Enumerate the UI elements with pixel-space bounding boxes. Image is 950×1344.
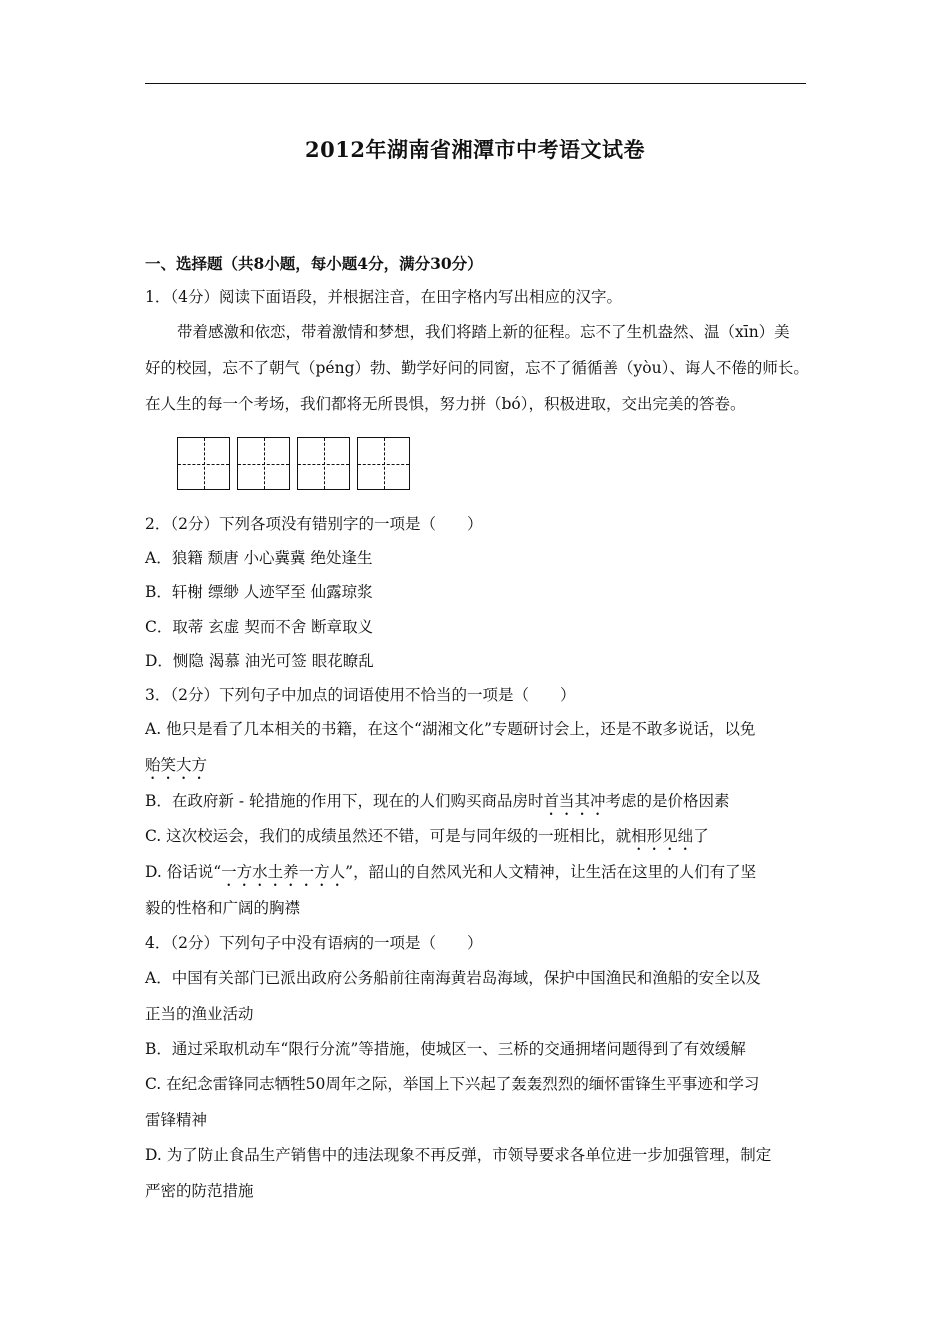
- q3-stem: 3．（2分）下列句子中加点的词语使用不恰当的一项是（ ）: [145, 686, 576, 704]
- q1-passage-line-3: 在人生的每一个考场，我们都将无所畏惧，努力拼（bó），积极进取，交出完美的答卷。: [145, 395, 746, 413]
- q4-option-a-cont: 正当的渔业活动: [145, 1005, 254, 1023]
- q4-option-c-cont: 雷锋精神: [145, 1111, 208, 1129]
- q1-passage-line-2: 好的校园，忘不了朝气（péng）勃、勤学好问的同窗，忘不了循循善（yòu）、诲人不倦的师长。: [145, 359, 809, 377]
- page-title: 2012年湖南省湘潭市中考语文试卷: [305, 137, 645, 162]
- q4-stem: 4．（2分）下列句子中没有语病的一项是（ ）: [145, 934, 483, 952]
- section-heading: 一、选择题（共8小题，每小题4分，满分30分）: [145, 254, 483, 273]
- q4-option-d: D. 为了防止食品生产销售中的违法现象不再反弹，市领导要求各单位进一步加强管理，制定: [145, 1146, 772, 1164]
- q1-stem: 1．（4分）阅读下面语段，并根据注音，在田字格内写出相应的汉字。: [145, 288, 622, 306]
- tianzige-cell[interactable]: [297, 437, 350, 490]
- dotted-term: 首当其冲: [543, 792, 606, 810]
- q4-option-a: A．中国有关部门已派出政府公务船前往南海黄岩岛海域，保护中国渔民和渔船的安全以及: [145, 969, 761, 987]
- q3-option-b: B．在政府新 - 轮措施的作用下，现在的人们购买商品房时首当其冲考虑的是价格因素: [145, 792, 730, 810]
- q4-option-d-cont: 严密的防范措施: [145, 1182, 254, 1200]
- tianzige-cell[interactable]: [237, 437, 290, 490]
- q1-passage-line-1: 带着感激和依恋，带着激情和梦想，我们将踏上新的征程。忘不了生机盎然、温（xīn）美: [177, 323, 790, 341]
- dotted-term: 相形见绌: [631, 827, 694, 845]
- q3-option-c: C. 这次校运会，我们的成绩虽然还不错，可是与同年级的一班相比，就相形见绌了: [145, 827, 709, 845]
- q3-option-d: D. 俗话说“一方水土养一方人”，韶山的自然风光和人文精神，让生活在这里的人们有了坚: [145, 863, 757, 881]
- q2-stem: 2．（2分）下列各项没有错别字的一项是（ ）: [145, 515, 483, 533]
- q3-option-a-cont: [145, 755, 810, 783]
- dotted-term: 一方水土养一方人: [221, 863, 346, 881]
- q2-option-c: C．取蒂 玄虚 契而不舍 断章取义: [145, 618, 374, 636]
- header-rule: [145, 83, 806, 84]
- tianzige-cell[interactable]: [357, 437, 410, 490]
- tianzige-grid: [177, 437, 410, 490]
- tianzige-cell[interactable]: [177, 437, 230, 490]
- q2-option-d: D．恻隐 渴慕 油光可签 眼花瞭乱: [145, 652, 374, 670]
- q3-option-d-cont: 毅的性格和广阔的胸襟: [145, 899, 301, 917]
- q2-option-a: A．狼籍 颓唐 小心冀冀 绝处逢生: [145, 549, 373, 567]
- q4-option-b: B．通过采取机动车“限行分流”等措施，使城区一、三桥的交通拥堵问题得到了有效缓解: [145, 1040, 746, 1058]
- q3-option-a: A. 他只是看了几本相关的书籍，在这个“湖湘文化”专题研讨会上，还是不敢多说话，以免: [145, 720, 756, 738]
- dotted-term: 贻笑大方: [145, 756, 208, 774]
- q2-option-b: B．轩榭 缥缈 人迹罕至 仙露琼浆: [145, 583, 373, 601]
- q4-option-c: C. 在纪念雷锋同志牺牲50周年之际，举国上下兴起了轰轰烈烈的缅怀雷锋生平事迹和学习: [145, 1075, 760, 1093]
